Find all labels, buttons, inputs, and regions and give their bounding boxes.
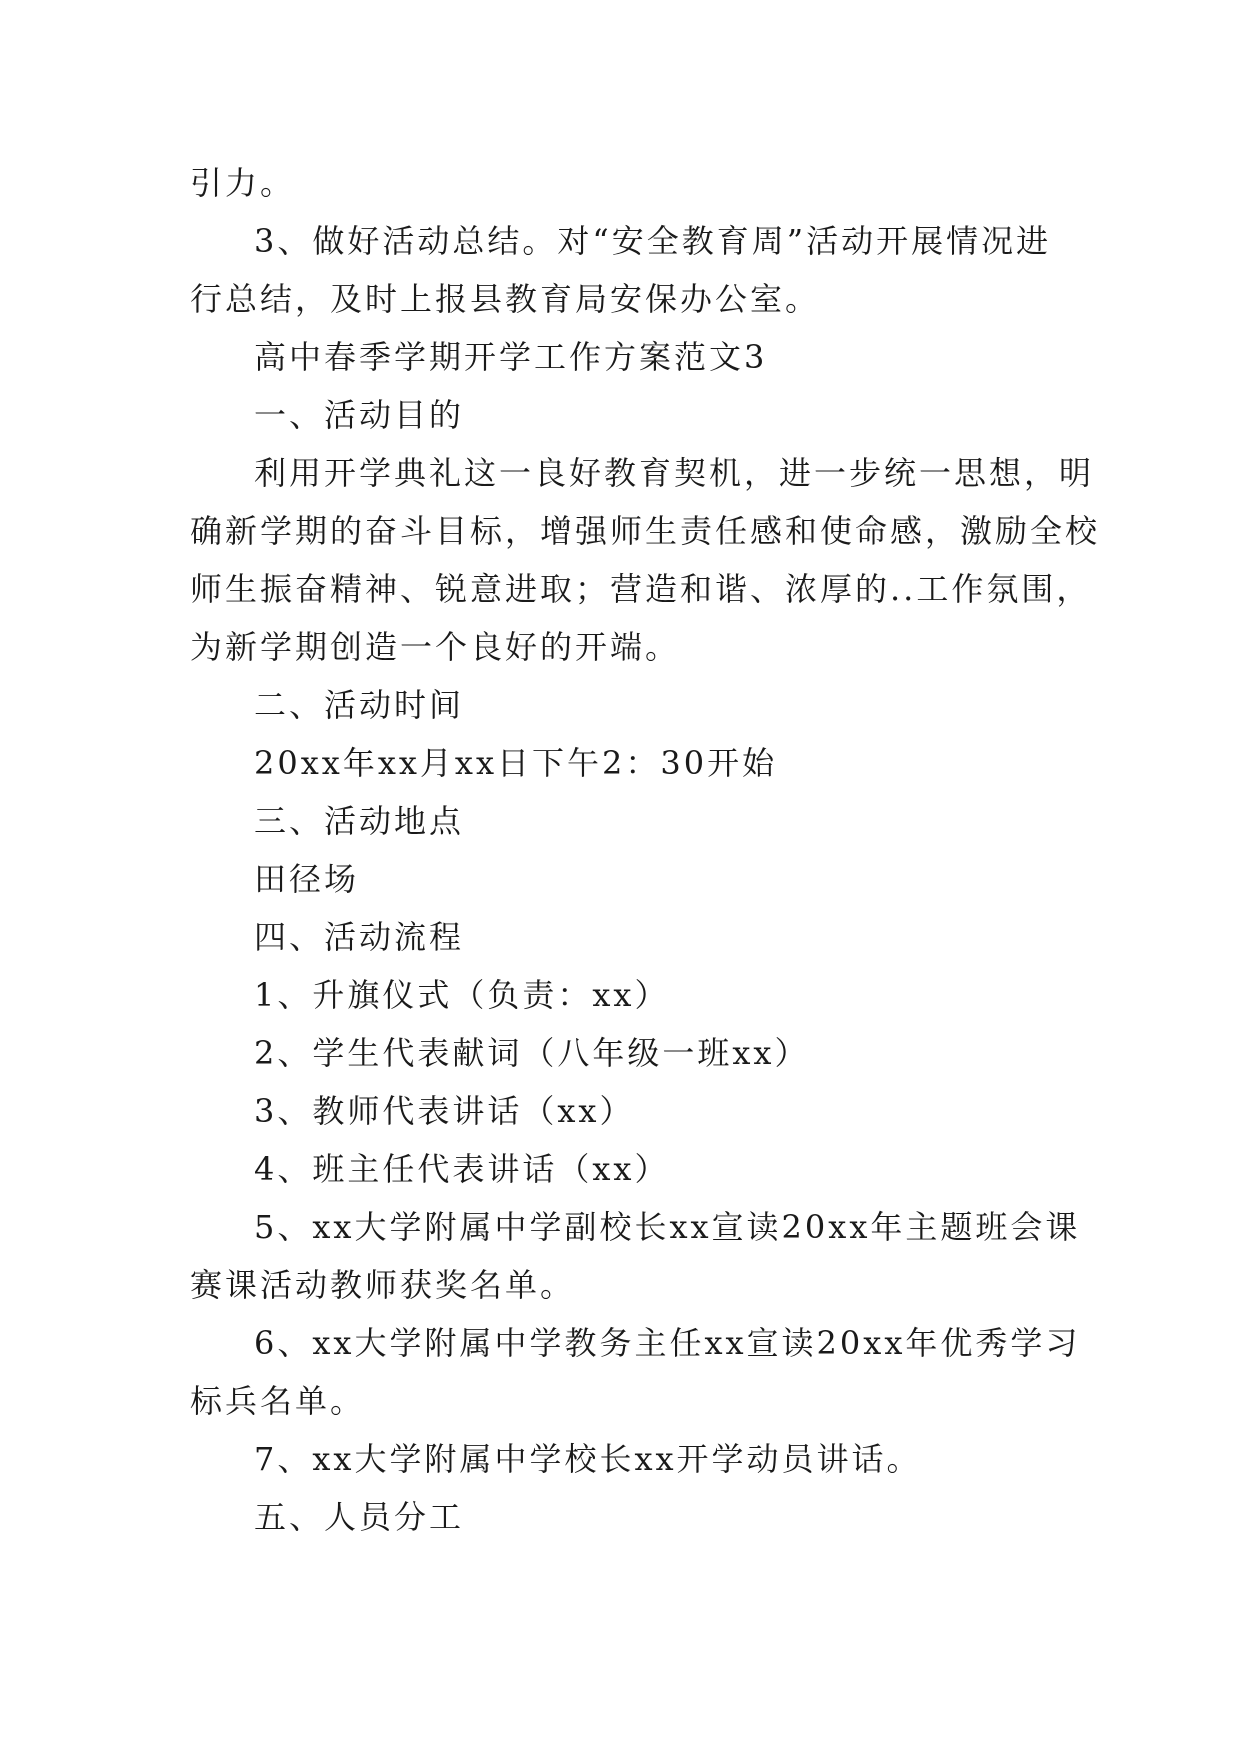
heading-purpose: 一、活动目的 <box>254 396 465 434</box>
list-item: 2、学生代表献词（八年级一班xx） <box>254 1034 810 1072</box>
paragraph-line: 田径场 <box>254 860 360 898</box>
heading-time: 二、活动时间 <box>254 686 465 724</box>
heading-staffing: 五、人员分工 <box>254 1498 465 1536</box>
paragraph-line: 利用开学典礼这一良好教育契机，进一步统一思想，明 <box>254 454 1095 492</box>
list-item: 4、班主任代表讲话（xx） <box>254 1150 670 1188</box>
paragraph-line: 3、做好活动总结。对“安全教育周”活动开展情况进 <box>254 222 1052 260</box>
paragraph-line: 引力。 <box>190 164 296 202</box>
list-item: 6、xx大学附属中学教务主任xx宣读20xx年优秀学习 <box>254 1324 1081 1362</box>
list-item: 5、xx大学附属中学副校长xx宣读20xx年主题班会课 <box>254 1208 1081 1246</box>
paragraph-line: 行总结，及时上报县教育局安保办公室。 <box>190 280 821 318</box>
list-item-continuation: 标兵名单。 <box>190 1382 366 1420</box>
document-body <box>190 154 1101 1546</box>
paragraph-line: 为新学期创造一个良好的开端。 <box>190 628 681 666</box>
heading-process: 四、活动流程 <box>254 918 465 956</box>
list-item-continuation: 赛课活动教师获奖名单。 <box>190 1266 576 1304</box>
list-item: 7、xx大学附属中学校长xx开学动员讲话。 <box>254 1440 922 1478</box>
paragraph-line: 确新学期的奋斗目标，增强师生责任感和使命感，激励全校 <box>190 512 1101 550</box>
list-item: 3、教师代表讲话（xx） <box>254 1092 635 1130</box>
paragraph-line: 20xx年xx月xx日下午2：30开始 <box>254 744 778 782</box>
heading-location: 三、活动地点 <box>254 802 465 840</box>
paragraph-line: 师生振奋精神、锐意进取；营造和谐、浓厚的..工作氛围， <box>190 570 1092 608</box>
list-item: 1、升旗仪式（负责：xx） <box>254 976 670 1014</box>
section-title: 高中春季学期开学工作方案范文3 <box>254 338 768 376</box>
